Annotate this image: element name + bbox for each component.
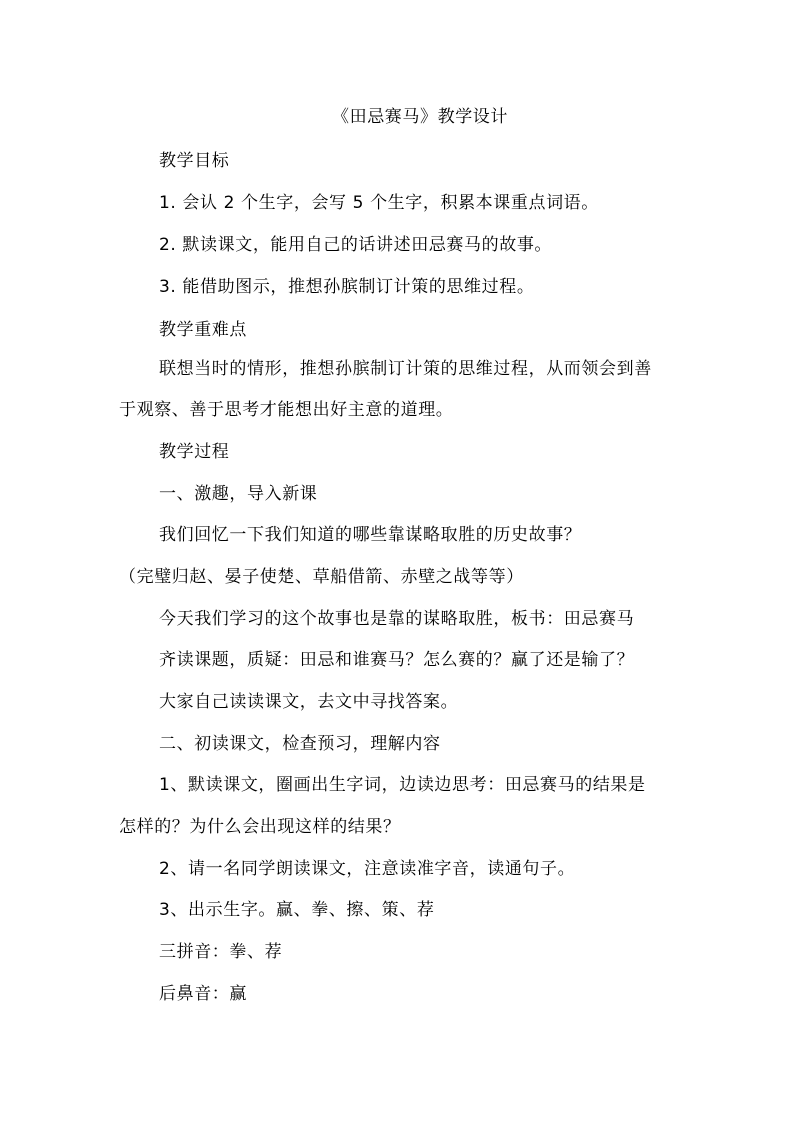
paragraph-line: 于观察、善于思考才能想出好主意的道理。 [119,400,454,420]
paragraph-line: 3. 能借助图示，推想孙膑制订计策的思维过程。 [159,277,535,297]
section-heading-key-points: 教学重难点 [159,320,247,340]
paragraph-line: 今天我们学习的这个故事也是靠的谋略取胜，板书：田忌赛马 [159,609,635,629]
paragraph-line: 大家自己读读课文，去文中寻找答案。 [159,692,459,712]
paragraph-line: 1、默读课文，圈画出生字词，边读边思考：田忌赛马的结果是 [159,775,646,795]
paragraph-line: 2、请一名同学朗读课文，注意读准字音，读通句子。 [159,859,576,879]
subsection-heading: 二、初读课文，检查预习，理解内容 [159,734,441,754]
subsection-heading: 一、激趣，导入新课 [159,484,318,504]
paragraph-line: 1. 会认 2 个生字，会写 5 个生字，积累本课重点词语。 [159,193,599,213]
paragraph-line: 联想当时的情形，推想孙膑制订计策的思维过程，从而领会到善 [159,359,652,379]
paragraph-line: 后鼻音：赢 [159,984,247,1004]
paragraph-line: 2. 默读课文，能用自己的话讲述田忌赛马的故事。 [159,235,553,255]
paragraph-line: 三拼音：拳、荐 [159,942,283,962]
paragraph-line: 3、出示生字。赢、拳、擦、策、荐 [159,900,435,920]
section-heading-process: 教学过程 [159,442,230,462]
paragraph-line: （完璧归赵、晏子使楚、草船借箭、赤壁之战等等） [119,567,524,587]
paragraph-line: 齐读课题，质疑：田忌和谁赛马？怎么赛的？赢了还是输了？ [159,650,635,670]
document-title: 《田忌赛马》教学设计 [332,107,508,127]
paragraph-line: 怎样的？为什么会出现这样的结果？ [119,817,401,837]
paragraph-line: 我们回忆一下我们知道的哪些靠谋略取胜的历史故事？ [159,525,582,545]
section-heading-objectives: 教学目标 [159,151,230,171]
